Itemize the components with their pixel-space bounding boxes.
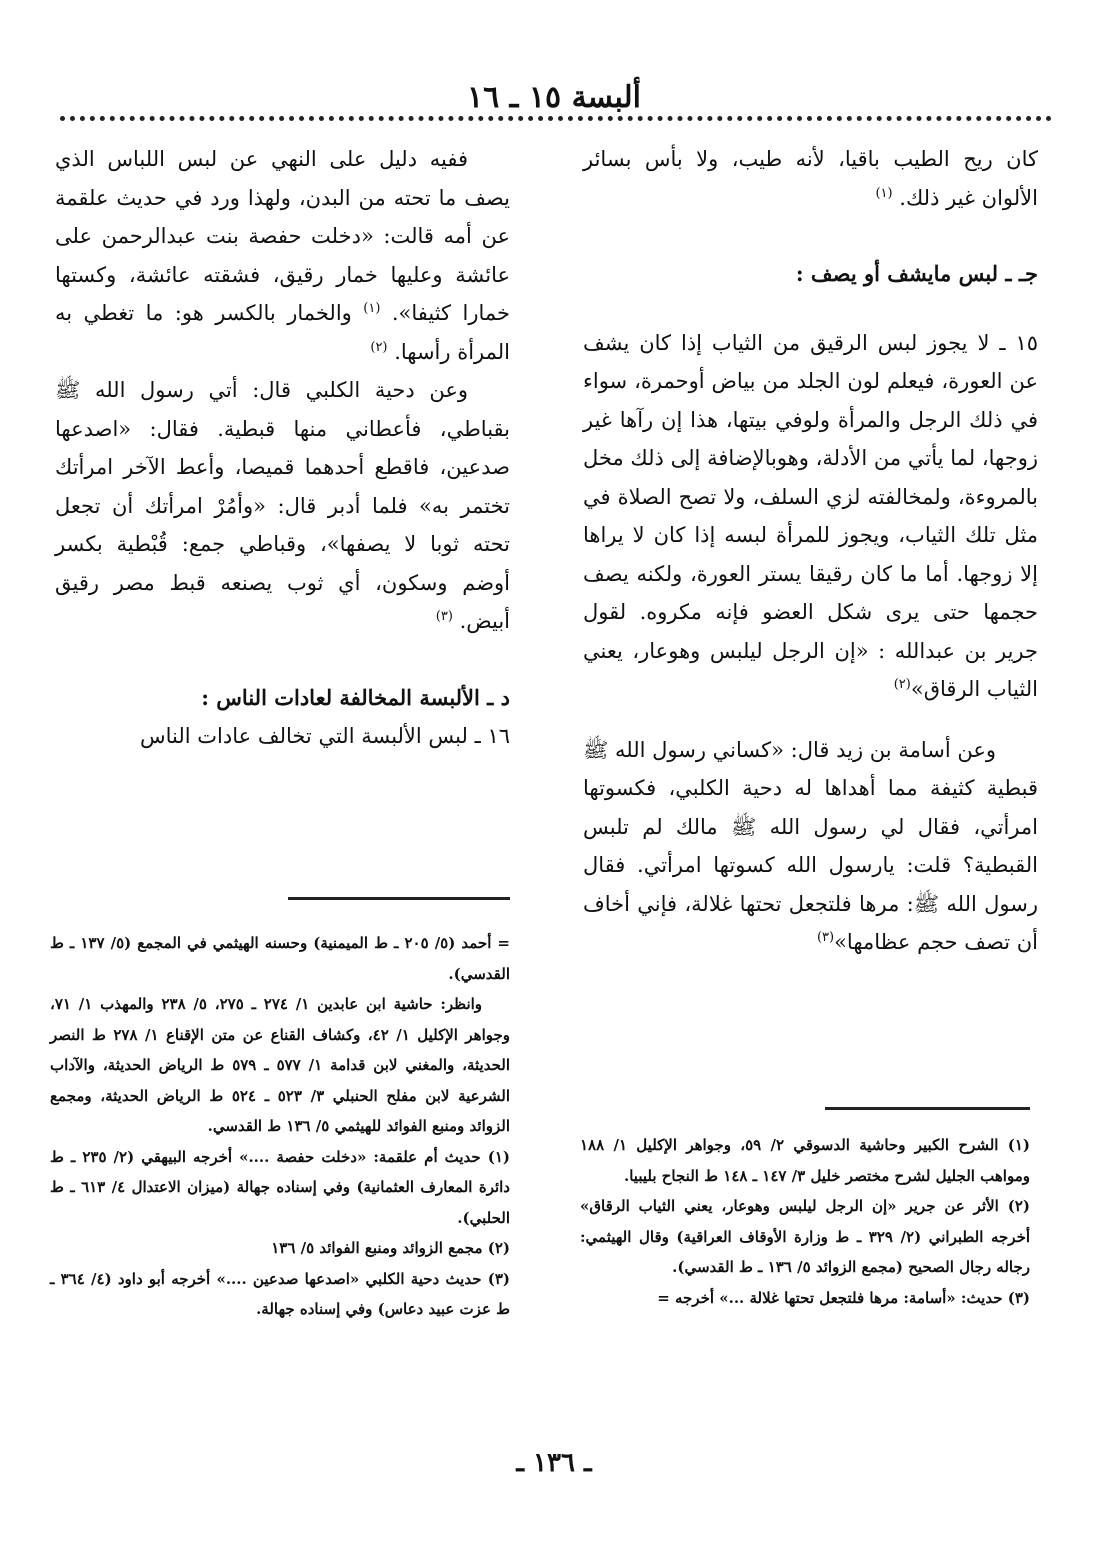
footnote-ref: (٣)	[816, 930, 835, 945]
paragraph-dihya	[55, 371, 510, 641]
paragraph-usama	[583, 731, 1038, 962]
footnote-ref: (٢)	[893, 677, 911, 692]
footnote-rule-right	[825, 1107, 1030, 1110]
footnote-item: = أحمد (٥/ ٢٠٥ ـ ط الميمنية) وحسنه الهيثمي في المجمع (٥/ ١٣٧ ـ ط القدسي).	[50, 934, 510, 983]
footnote-ref: (١)	[363, 301, 381, 316]
footnote-item: وانظر: حاشية ابن عابدين ١/ ٢٧٤ ـ ٢٧٥، ٥/ ٢٣٨ والمهذب ١/ ٧١، وجواهر الإكليل ١/ ٤٢، وكشاف القناع عن متن الإقناع ١/ ٢٧٨ ط النصر الحديثة، والمغني لابن قدامة ١/ ٥٧٧ ـ ٥٧٩ ط الرياض الحديثة، والآداب الشرعية لابن مفلح الحنبلي ٣/ ٥٢٣ ـ ٥٢٤ ط الرياض الحديثة، ومجمع الزوائد ومنبع الفوائد للهيثمي ٥/ ١٣٦ ط القدسي.	[50, 995, 511, 1135]
paragraph-dihya-text: وعن دحية الكلبي قال: أتي رسول الله ﷺ بقباطي، فأعطاني منها قبطية. فقال: «اصدعها صدعين، فاقطع أحدهما قميصا، وأعط الآخر امرأتك تختمر به» فلما أدبر قال: «وأمُرْ امرأتك أن تجعل تحته ثوبا لا يصفها»، وقباطي جمع: قُبْطية بكسر أوضم وسكون، أي ثوب يصنعه قبط مصر رقيق أبيض.	[55, 378, 510, 633]
paragraph-intro-text: كان ريح الطيب باقيا، لأنه طيب، ولا بأس بسائر الألوان غير ذلك.	[583, 147, 1038, 210]
section-heading-d: د ـ الألبسة المخالفة لعادات الناس :	[201, 684, 510, 710]
footnotes-right	[580, 1130, 1030, 1313]
footnote-item: (١) حديث أم علقمة: «دخلت حفصة ....» أخرجه البيهقي (٢/ ٢٣٥ ـ ط دائرة المعارف العثمانية) وفي إسناده جهالة (ميزان الاعتدال ٤/ ٦١٣ ـ ط الحلبي).	[50, 1147, 510, 1227]
footnote-item: (٣) حديث: «أسامة: مرها فلتجعل تحتها غلالة ...» أخرجه =	[657, 1288, 1030, 1307]
paragraph-intro	[583, 140, 1038, 217]
paragraph-fafih	[55, 140, 510, 371]
paragraph-15-text: ١٥ ـ لا يجوز لبس الرقيق من الثياب إذا كان يشف عن العورة، فيعلم لون الجلد من بياض أوحمرة، سواء في ذلك الرجل والمرأة ولوفي بيتها، هذا إن رآها غير زوجها، لما يأتي من الأدلة، وهوبالإضافة إلى ذلك مخل بالمروءة، ولمخالفته لزي السلف، ولا تصح الصلاة في مثل تلك الثياب، ويجوز للمرأة لبسه إذا كان لا يراها إلا زوجها. أما ما كان رقيقا يستر العورة، ولكنه يصف حجمها حتى يرى شكل العضو فإنه مكروه. لقول جرير بن عبدالله : «إن الرجل ليلبس وهوعار، يعني الثياب الرقاق»	[583, 330, 1038, 701]
footnote-item: (٣) حديث دحية الكلبي «اصدعها صدعين ....» أخرجه أبو داود (٤/ ٣٦٤ ـ ط عزت عبيد دعاس) وفي إسناده جهالة.	[50, 1269, 510, 1318]
page-number: ـ ١٣٦ ـ	[516, 1448, 592, 1478]
footnote-rule-left	[288, 897, 510, 900]
right-column	[583, 140, 1038, 962]
paragraph-15	[583, 324, 1038, 709]
section-heading-j: جـ ـ لبس مايشف أو يصف :	[795, 261, 1038, 286]
left-column	[55, 140, 510, 756]
paragraph-fafih-text: ففيه دليل على النهي عن لبس اللباس الذي يصف ما تحته من البدن، ولهذا ورد في حديث علقمة عن أمه قالت: «دخلت حفصة بنت عبدالرحمن على عائشة وعليها خمار رقيق، فشقته عائشة، وكستها خمارا كثيفا».	[55, 147, 510, 325]
footnote-ref: (٣)	[435, 609, 453, 624]
paragraph-16: ١٦ ـ لبس الألبسة التي تخالف عادات الناس	[140, 724, 510, 748]
footnote-item: (٢) مجمع الزوائد ومنبع الفوائد ٥/ ١٣٦	[271, 1239, 510, 1257]
footnote-item: (٢) الأثر عن جرير «إن الرجل ليلبس وهوعار، يعني الثياب الرقاق» أخرجه الطبراني (٢/ ٣٢٩ ـ ط وزارة الأوقاف العراقية) وقال الهيثمي: رجاله رجال الصحيح (مجمع الزوائد ٥/ ١٣٦ ـ ط القدسي).	[580, 1197, 1031, 1276]
footnote-ref: (٢)	[370, 339, 388, 355]
header-dotted-rule	[60, 116, 1052, 121]
running-head: ألبسة ١٥ ـ ١٦	[467, 80, 641, 115]
footnotes-left	[50, 928, 510, 1325]
footnote-ref: (١)	[875, 185, 893, 201]
paragraph-fafih-tail: والخمار بالكسر هو: ما تغطي به المرأة رأسها.	[55, 301, 510, 364]
footnote-item: (١) الشرح الكبير وحاشية الدسوقي ٢/ ٥٩، وجواهر الإكليل ١/ ١٨٨ ومواهب الجليل لشرح مختصر خليل ٣/ ١٤٧ ـ ١٤٨ ط النجاح بليبيا.	[580, 1136, 1031, 1185]
paragraph-usama-text: وعن أسامة بن زيد قال: «كساني رسول الله ﷺ قبطية كثيفة مما أهداها له دحية الكلبي، فكسوتها امرأتي، فقال لي رسول الله ﷺ مالك لم تلبس القبطية؟ قلت: يارسول الله كسوتها امرأتي. فقال رسول الله ﷺ: مرها فلتجعل تحتها غلالة، فإني أخاف أن تصف حجم عظامها»	[583, 737, 1038, 954]
